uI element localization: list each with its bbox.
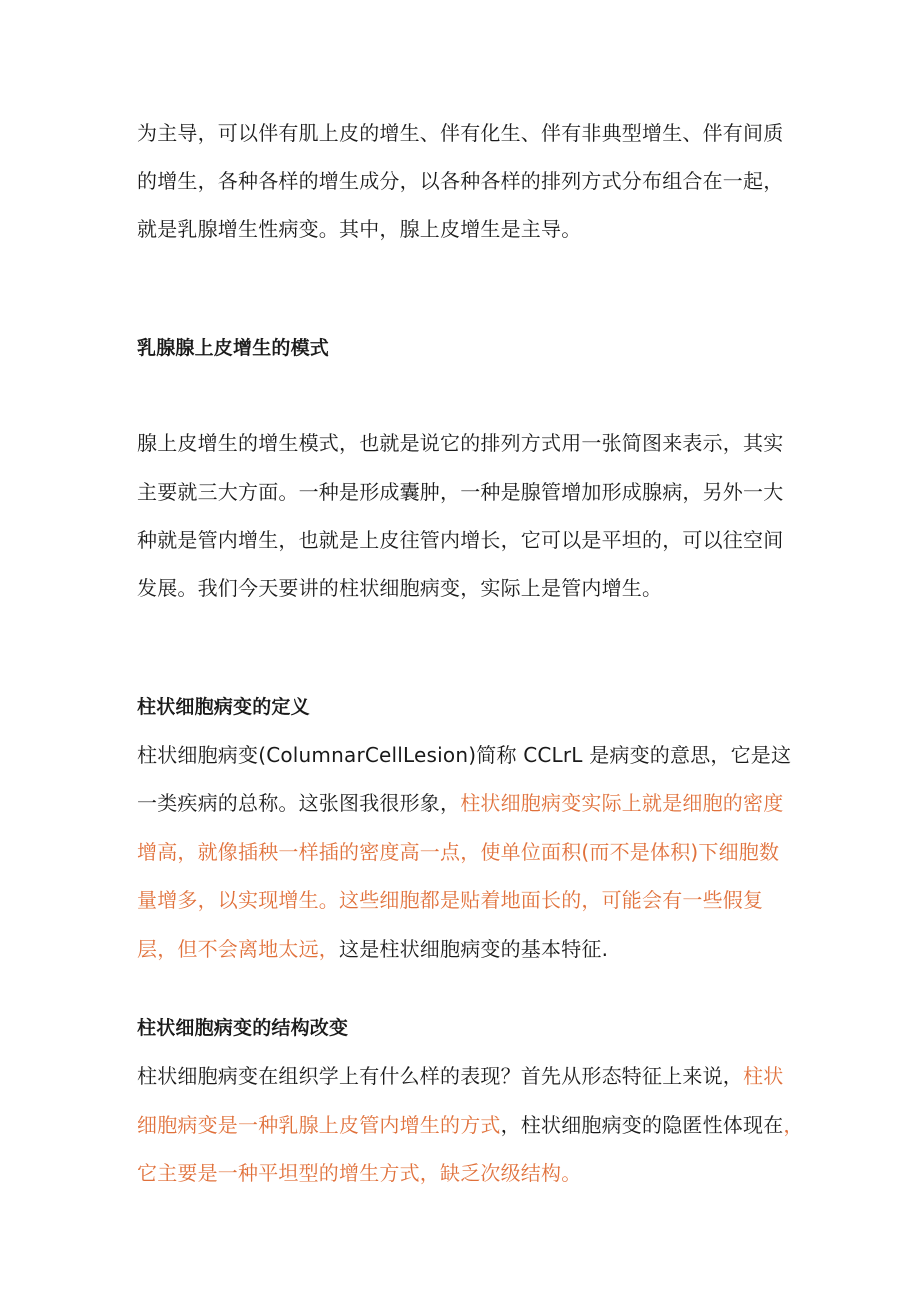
highlighted-text: 增高，就像插秧一样插的密度高一点，使单位面积(而不是体积)下细胞数 (137, 840, 780, 864)
section-heading: 柱状细胞病变的结构改变 (137, 1017, 349, 1039)
section-heading: 柱状细胞病变的定义 (137, 696, 310, 718)
paragraph-line (137, 934, 608, 964)
highlighted-text: 柱状 (743, 1064, 784, 1088)
paragraph-line: 腺上皮增生的增生模式，也就是说它的排列方式用一张简图来表示，其实 (137, 431, 784, 455)
paragraph-line: 就是乳腺增生性病变。其中，腺上皮增生是主导。 (137, 217, 582, 241)
highlighted-text: 量增多，以实现增生。这些细胞都是贴着地面长的，可能会有一些假复 (137, 888, 764, 912)
plain-text: 这是柱状细胞病变的基本特征. (339, 937, 609, 961)
highlighted-text: ， (783, 1113, 804, 1137)
highlighted-text: 层，但不会离地太远， (137, 937, 339, 961)
paragraph-line: 种就是管内增生，也就是上皮往管内增长，它可以是平坦的，可以往空间 (137, 528, 784, 552)
plain-text: ，柱状细胞病变的隐匿性体现在 (500, 1113, 784, 1137)
plain-text: 柱状细胞病变在组织学上有什么样的表现？首先从形态特征上来说， (137, 1064, 743, 1088)
paragraph-line (137, 1061, 783, 1091)
plain-text: 一类疾病的总称。这张图我很形象， (137, 791, 461, 815)
paragraph-line (137, 1110, 804, 1140)
paragraph-line: 的增生，各种各样的增生成分，以各种各样的排列方式分布组合在一起， (137, 169, 784, 193)
paragraph-line: 柱状细胞病变(ColumnarCellLesion)简称 CCLrL 是病变的意思，它是这 (137, 743, 792, 767)
paragraph-line: 主要就三大方面。一种是形成囊肿，一种是腺管增加形成腺病，另外一大 (137, 480, 784, 504)
section-heading: 乳腺腺上皮增生的模式 (137, 337, 330, 359)
highlighted-text: 细胞病变是一种乳腺上皮管内增生的方式 (137, 1113, 501, 1137)
highlighted-text: 它主要是一种平坦型的增生方式，缺乏次级结构。 (137, 1161, 582, 1185)
paragraph-line: 发展。我们今天要讲的柱状细胞病变，实际上是管内增生。 (137, 576, 663, 600)
highlighted-text: 柱状细胞病变实际上就是细胞的密度 (460, 791, 784, 815)
paragraph-line (137, 788, 783, 818)
paragraph-line: 为主导，可以伴有肌上皮的增生、伴有化生、伴有非典型增生、伴有间质 (137, 121, 784, 145)
